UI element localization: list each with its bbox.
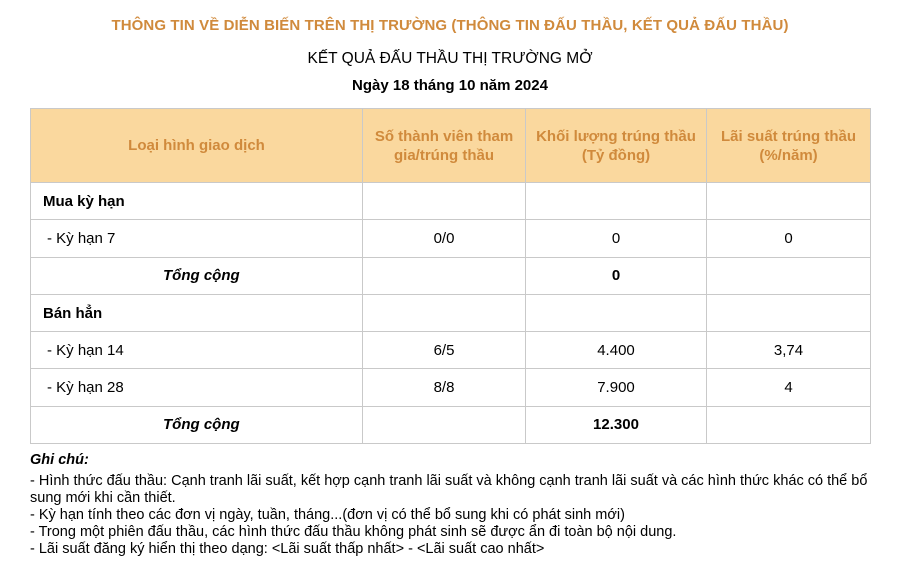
- table-row-total: [31, 257, 871, 294]
- note-line: - Lãi suất đăng ký hiển thị theo dạng: <Lãi suất thấp nhất> - <Lãi suất cao nhất>: [30, 541, 545, 557]
- total-label: Tổng cộng: [31, 406, 363, 443]
- note-line: - Hình thức đấu thầu: Cạnh tranh lãi suất, kết hợp cạnh tranh lãi suất và không cạnh tranh lãi suất và các hình thức khác có thể bổ sung mới khi cần thiết.: [30, 473, 868, 506]
- cell-volume: [526, 183, 707, 220]
- cell-rate: [707, 183, 871, 220]
- cell-rate: 0: [707, 220, 871, 257]
- cell-members: 0/0: [363, 220, 526, 257]
- column-header-rate: Lãi suất trúng thầu (%/năm): [707, 109, 871, 183]
- auction-results-table: [30, 108, 871, 444]
- group-label-outright-sale: Bán hẳn: [31, 294, 363, 331]
- report-date: Ngày 18 tháng 10 năm 2024: [352, 77, 548, 94]
- cell-volume-total: 0: [526, 257, 707, 294]
- table-row: [31, 294, 871, 331]
- column-header-members: Số thành viên tham gia/trúng thầu: [363, 109, 526, 183]
- row-label: - Kỳ hạn 28: [31, 369, 363, 406]
- note-line: - Kỳ hạn tính theo các đơn vị ngày, tuần, tháng...(đơn vị có thể bổ sung khi có phát sinh mới): [30, 507, 625, 523]
- page-title: THÔNG TIN VỀ DIỄN BIẾN TRÊN THỊ TRƯỜNG (THÔNG TIN ĐẤU THẦU, KẾT QUẢ ĐẤU THẦU): [111, 17, 789, 34]
- cell-members: [363, 257, 526, 294]
- cell-rate: 3,74: [707, 332, 871, 369]
- cell-members: 6/5: [363, 332, 526, 369]
- notes-section: [30, 452, 880, 558]
- total-label: Tổng cộng: [31, 257, 363, 294]
- cell-rate: [707, 257, 871, 294]
- cell-rate: 4: [707, 369, 871, 406]
- row-label: - Kỳ hạn 14: [31, 332, 363, 369]
- cell-rate: [707, 294, 871, 331]
- table-row: [31, 220, 871, 257]
- table-row: [31, 183, 871, 220]
- cell-rate: [707, 406, 871, 443]
- cell-members: [363, 294, 526, 331]
- cell-volume-total: 12.300: [526, 406, 707, 443]
- row-label: - Kỳ hạn 7: [31, 220, 363, 257]
- column-header-transaction-type: Loại hình giao dịch: [31, 109, 363, 183]
- cell-members: 8/8: [363, 369, 526, 406]
- table-header-row: [31, 109, 871, 183]
- table-row: [31, 332, 871, 369]
- note-line: - Trong một phiên đấu thầu, các hình thức đấu thầu không phát sinh sẽ được ẩn đi toàn bộ nội dung.: [30, 524, 677, 540]
- cell-volume: 0: [526, 220, 707, 257]
- table-row: [31, 369, 871, 406]
- table-row-total: [31, 406, 871, 443]
- page-subtitle: KẾT QUẢ ĐẤU THẦU THỊ TRƯỜNG MỞ: [307, 50, 593, 67]
- notes-title: Ghi chú:: [30, 452, 89, 468]
- cell-volume: 4.400: [526, 332, 707, 369]
- column-header-volume: Khối lượng trúng thầu (Tỷ đồng): [526, 109, 707, 183]
- cell-volume: 7.900: [526, 369, 707, 406]
- cell-members: [363, 183, 526, 220]
- group-label-buy-term: Mua kỳ hạn: [31, 183, 363, 220]
- cell-members: [363, 406, 526, 443]
- cell-volume: [526, 294, 707, 331]
